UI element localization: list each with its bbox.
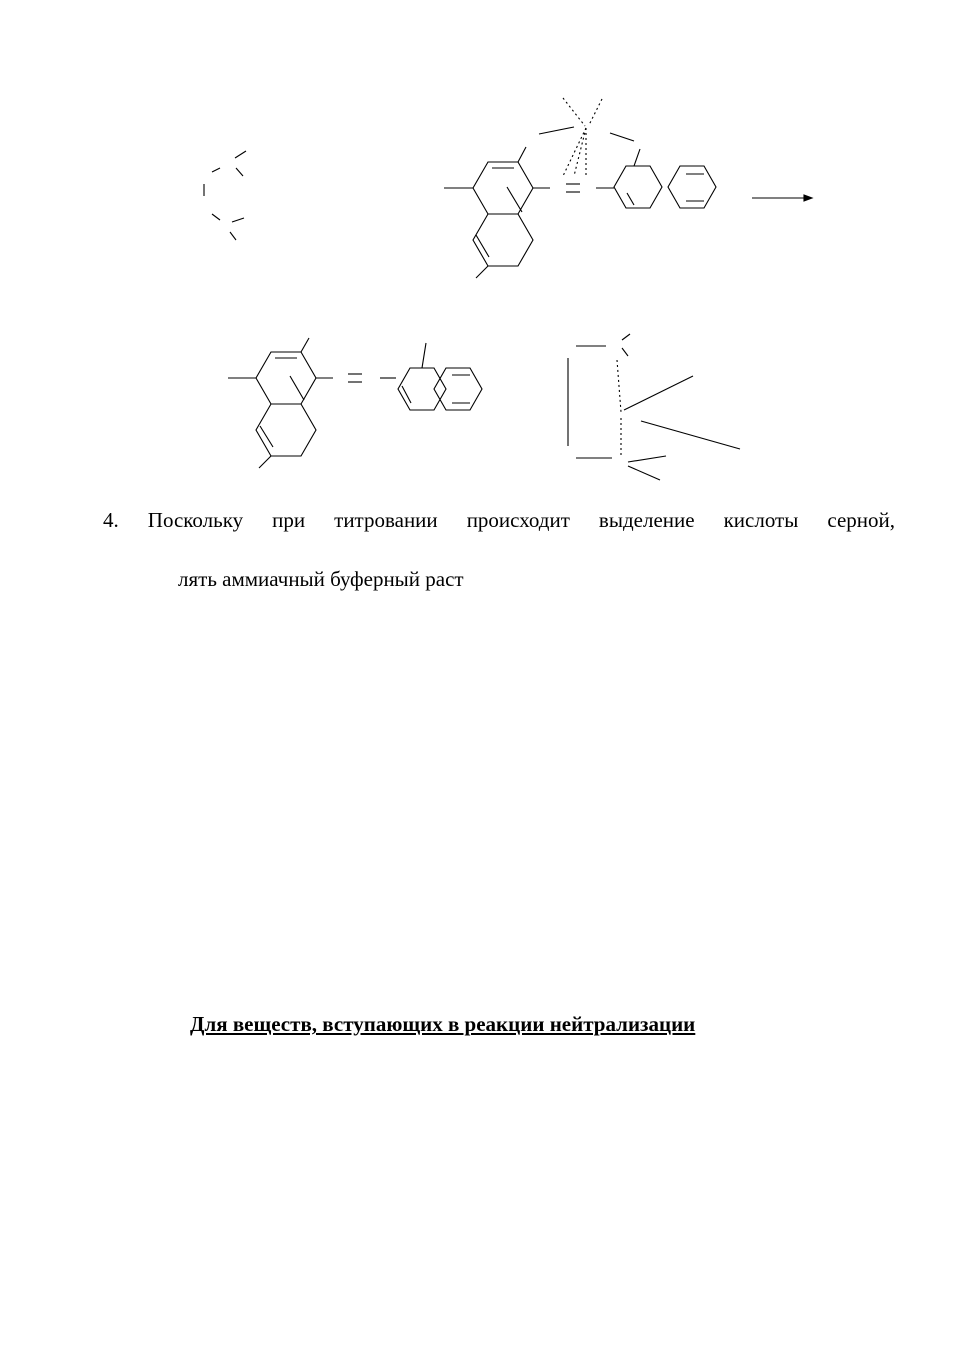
paragraph-line-2: лять аммиачный буферный раст <box>178 567 464 591</box>
naphthalene-right-row2 <box>398 343 482 410</box>
section-heading: Для веществ, вступающих в реакции нейтрализации <box>190 1012 696 1036</box>
naphthalene-left-row1 <box>444 147 550 278</box>
double-bond-row1 <box>566 184 614 192</box>
naphthalene-left-row2 <box>228 338 333 468</box>
reaction-arrow <box>752 195 812 201</box>
reaction-scheme <box>0 0 954 500</box>
top-complex <box>539 98 634 176</box>
naphthalene-right-row1 <box>614 149 716 208</box>
paragraph-line-1: 4. Поскольку при титровании происходит выделение кислоты серной, <box>103 508 895 532</box>
bracket-complex <box>568 334 740 480</box>
left-fragment <box>204 151 246 240</box>
double-bond-row2 <box>348 374 396 382</box>
